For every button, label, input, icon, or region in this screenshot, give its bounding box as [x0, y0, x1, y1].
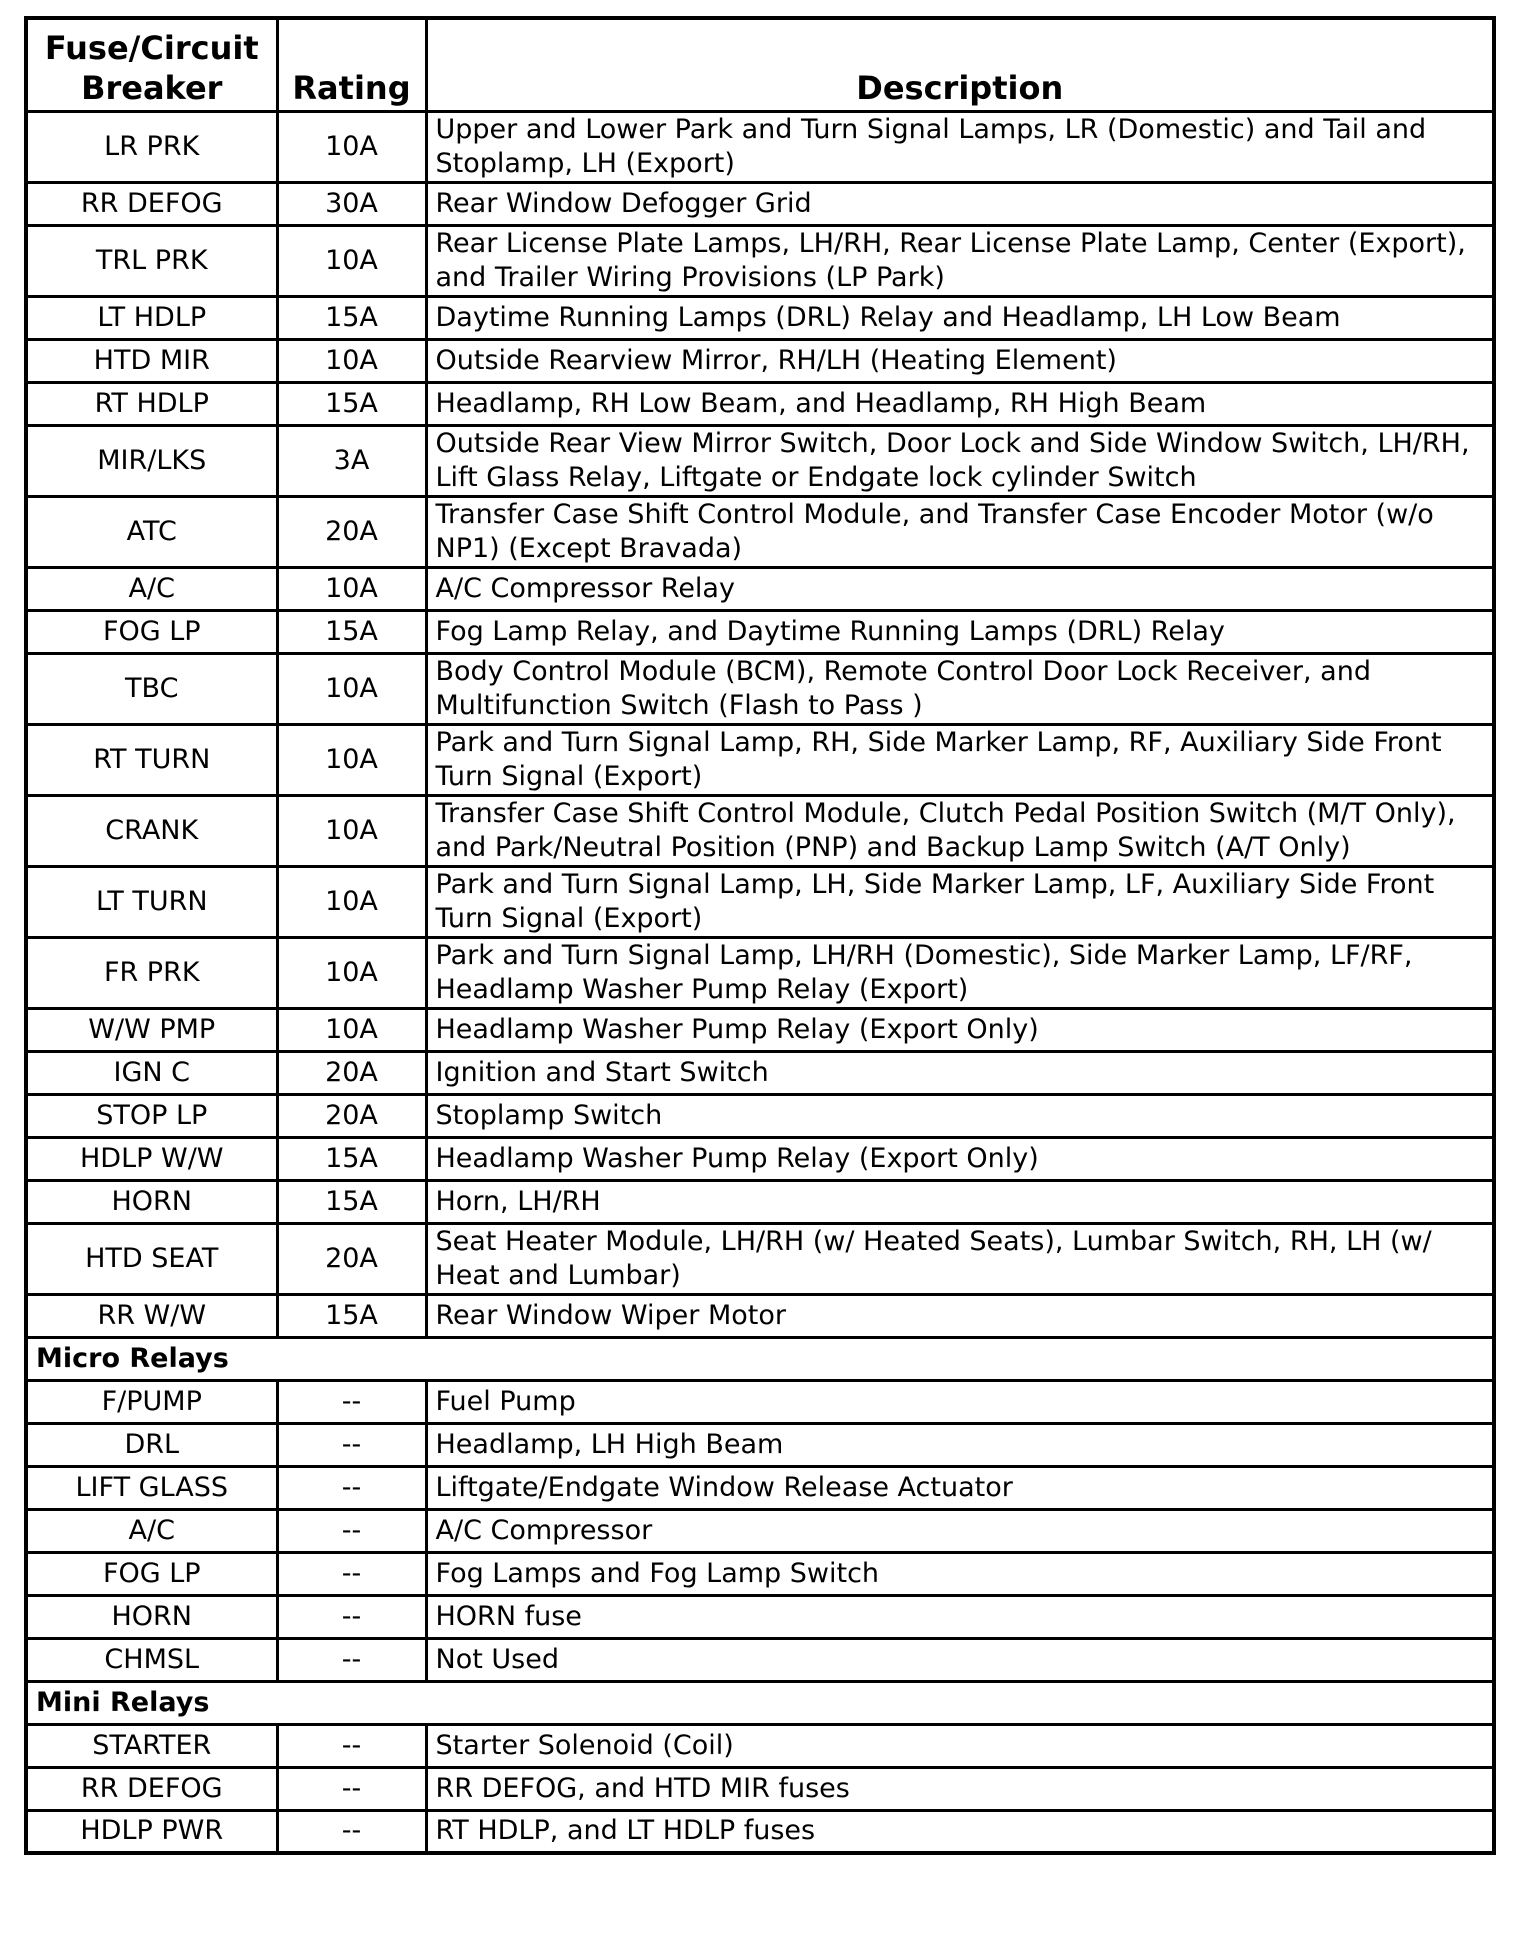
fuse-description-cell: Outside Rear View Mirror Switch, Door Lock and Side Window Switch, LH/RH, Lift Glass Relay, Liftgate or Endgate lock cylinder Switch — [426, 425, 1494, 496]
mini-relays-section-row — [26, 1681, 1494, 1724]
fuse-row — [26, 1294, 1494, 1337]
fuse-rating-cell: 15A — [277, 1137, 426, 1180]
micro-relay-rating-cell: -- — [277, 1638, 426, 1681]
mini-relay-description-cell: Starter Solenoid (Coil) — [426, 1724, 1494, 1767]
micro-relay-rating-cell: -- — [277, 1380, 426, 1423]
micro-relay-name-cell: F/PUMP — [26, 1380, 277, 1423]
mini-relay-name-cell: HDLP PWR — [26, 1810, 277, 1853]
micro-relay-description-cell: Not Used — [426, 1638, 1494, 1681]
mini-relay-name-cell: RR DEFOG — [26, 1767, 277, 1810]
fuse-row — [26, 724, 1494, 795]
fuse-rating-cell: 20A — [277, 496, 426, 567]
fuse-rating-cell: 10A — [277, 111, 426, 182]
micro-relay-name-cell: CHMSL — [26, 1638, 277, 1681]
micro-relay-row — [26, 1423, 1494, 1466]
fuse-description-cell: Seat Heater Module, LH/RH (w/ Heated Seats), Lumbar Switch, RH, LH (w/ Heat and Lumbar) — [426, 1223, 1494, 1294]
fuse-name-cell: FR PRK — [26, 937, 277, 1008]
fuse-name-cell: HDLP W/W — [26, 1137, 277, 1180]
mini-relay-name-cell: STARTER — [26, 1724, 277, 1767]
fuse-rating-cell: 15A — [277, 1294, 426, 1337]
micro-relay-rating-cell: -- — [277, 1552, 426, 1595]
fuse-description-cell: Fog Lamp Relay, and Daytime Running Lamps (DRL) Relay — [426, 610, 1494, 653]
mini-relay-rating-cell: -- — [277, 1724, 426, 1767]
fuse-name-cell: TBC — [26, 653, 277, 724]
fuse-row — [26, 382, 1494, 425]
fuse-description-cell: Daytime Running Lamps (DRL) Relay and Headlamp, LH Low Beam — [426, 296, 1494, 339]
mini-relay-description-cell: RT HDLP, and LT HDLP fuses — [426, 1810, 1494, 1853]
fuse-name-cell: MIR/LKS — [26, 425, 277, 496]
micro-relay-description-cell: A/C Compressor — [426, 1509, 1494, 1552]
micro-relay-name-cell: DRL — [26, 1423, 277, 1466]
fuse-description-cell: Rear Window Wiper Motor — [426, 1294, 1494, 1337]
fuse-rating-cell: 20A — [277, 1051, 426, 1094]
fuse-description-cell: A/C Compressor Relay — [426, 567, 1494, 610]
fuse-row — [26, 866, 1494, 937]
fuse-table — [24, 16, 1496, 1855]
fuse-description-cell: Headlamp Washer Pump Relay (Export Only) — [426, 1008, 1494, 1051]
fuse-description-cell: Park and Turn Signal Lamp, LH/RH (Domestic), Side Marker Lamp, LF/RF, Headlamp Washer Pump Relay (Export) — [426, 937, 1494, 1008]
rating-column-header: Rating — [277, 18, 426, 111]
fuse-name-cell: W/W PMP — [26, 1008, 277, 1051]
fuse-description-cell: Rear Window Defogger Grid — [426, 182, 1494, 225]
fuse-rating-cell: 15A — [277, 610, 426, 653]
micro-relay-rating-cell: -- — [277, 1423, 426, 1466]
fuse-row — [26, 1051, 1494, 1094]
micro-relay-row — [26, 1638, 1494, 1681]
micro-relay-name-cell: FOG LP — [26, 1552, 277, 1595]
fuse-rating-cell: 10A — [277, 724, 426, 795]
mini-relay-row — [26, 1810, 1494, 1853]
micro-relay-description-cell: Fog Lamps and Fog Lamp Switch — [426, 1552, 1494, 1595]
fuse-rating-cell: 15A — [277, 1180, 426, 1223]
fuse-row — [26, 567, 1494, 610]
fuse-description-cell: Outside Rearview Mirror, RH/LH (Heating Element) — [426, 339, 1494, 382]
fuse-description-cell: Park and Turn Signal Lamp, RH, Side Marker Lamp, RF, Auxiliary Side Front Turn Signal (Export) — [426, 724, 1494, 795]
fuse-name-cell: HTD SEAT — [26, 1223, 277, 1294]
micro-relay-description-cell: Fuel Pump — [426, 1380, 1494, 1423]
fuse-description-cell: Stoplamp Switch — [426, 1094, 1494, 1137]
fuse-rating-cell: 10A — [277, 339, 426, 382]
fuse-row — [26, 225, 1494, 296]
fuse-row — [26, 610, 1494, 653]
micro-relay-row — [26, 1466, 1494, 1509]
fuse-name-cell: LT TURN — [26, 866, 277, 937]
micro-relays-section-row — [26, 1337, 1494, 1380]
fuse-row — [26, 1137, 1494, 1180]
fuse-rating-cell: 10A — [277, 795, 426, 866]
mini-relay-row — [26, 1724, 1494, 1767]
fuse-name-cell: FOG LP — [26, 610, 277, 653]
fuse-description-cell: Headlamp Washer Pump Relay (Export Only) — [426, 1137, 1494, 1180]
micro-relay-name-cell: HORN — [26, 1595, 277, 1638]
fuse-name-cell: IGN C — [26, 1051, 277, 1094]
fuse-name-cell: TRL PRK — [26, 225, 277, 296]
fuse-row — [26, 1223, 1494, 1294]
fuse-rating-cell: 20A — [277, 1094, 426, 1137]
fuse-name-cell: ATC — [26, 496, 277, 567]
micro-relay-rating-cell: -- — [277, 1466, 426, 1509]
mini-relay-row — [26, 1767, 1494, 1810]
fuse-description-cell: Ignition and Start Switch — [426, 1051, 1494, 1094]
fuse-description-cell: Rear License Plate Lamps, LH/RH, Rear License Plate Lamp, Center (Export), and Trailer Wiring Provisions (LP Park) — [426, 225, 1494, 296]
fuse-description-cell: Transfer Case Shift Control Module, and Transfer Case Encoder Motor (w/o NP1) (Except Bravada) — [426, 496, 1494, 567]
fuse-rating-cell: 15A — [277, 296, 426, 339]
fuse-rating-cell: 30A — [277, 182, 426, 225]
fuse-row — [26, 296, 1494, 339]
table-body — [26, 111, 1494, 1853]
fuse-name-cell: RT HDLP — [26, 382, 277, 425]
fuse-rating-cell: 10A — [277, 866, 426, 937]
fuse-name-cell: A/C — [26, 567, 277, 610]
fuse-row — [26, 795, 1494, 866]
micro-relay-row — [26, 1552, 1494, 1595]
fuse-name-cell: CRANK — [26, 795, 277, 866]
mini-relays-section-title: Mini Relays — [26, 1681, 1494, 1724]
fuse-rating-cell: 3A — [277, 425, 426, 496]
fuse-row — [26, 937, 1494, 1008]
fuse-rating-cell: 10A — [277, 937, 426, 1008]
fuse-row — [26, 1094, 1494, 1137]
fuse-rating-cell: 10A — [277, 225, 426, 296]
fuse-rating-cell: 20A — [277, 1223, 426, 1294]
micro-relay-row — [26, 1595, 1494, 1638]
micro-relay-rating-cell: -- — [277, 1509, 426, 1552]
fuse-rating-cell: 10A — [277, 567, 426, 610]
mini-relay-description-cell: RR DEFOG, and HTD MIR fuses — [426, 1767, 1494, 1810]
micro-relay-name-cell: LIFT GLASS — [26, 1466, 277, 1509]
fuse-description-cell: Upper and Lower Park and Turn Signal Lamps, LR (Domestic) and Tail and Stoplamp, LH (Export) — [426, 111, 1494, 182]
fuse-row — [26, 339, 1494, 382]
fuse-row — [26, 111, 1494, 182]
micro-relay-name-cell: A/C — [26, 1509, 277, 1552]
fuse-description-cell: Park and Turn Signal Lamp, LH, Side Marker Lamp, LF, Auxiliary Side Front Turn Signal (Export) — [426, 866, 1494, 937]
fuse-row — [26, 496, 1494, 567]
description-column-header: Description — [426, 18, 1494, 111]
micro-relay-description-cell: HORN fuse — [426, 1595, 1494, 1638]
fuse-description-cell: Transfer Case Shift Control Module, Clutch Pedal Position Switch (M/T Only), and Park/Neutral Position (PNP) and Backup Lamp Switch (A/T Only) — [426, 795, 1494, 866]
fuse-name-cell: RT TURN — [26, 724, 277, 795]
fuse-row — [26, 182, 1494, 225]
fuse-row — [26, 653, 1494, 724]
fuse-name-cell: LR PRK — [26, 111, 277, 182]
micro-relay-description-cell: Liftgate/Endgate Window Release Actuator — [426, 1466, 1494, 1509]
fuse-name-cell: HTD MIR — [26, 339, 277, 382]
fuse-rating-cell: 10A — [277, 1008, 426, 1051]
fuse-description-cell: Headlamp, RH Low Beam, and Headlamp, RH High Beam — [426, 382, 1494, 425]
fuse-column-header — [26, 18, 277, 111]
fuse-description-cell: Body Control Module (BCM), Remote Control Door Lock Receiver, and Multifunction Switch (Flash to Pass ) — [426, 653, 1494, 724]
fuse-name-cell: RR W/W — [26, 1294, 277, 1337]
fuse-description-cell: Horn, LH/RH — [426, 1180, 1494, 1223]
micro-relay-description-cell: Headlamp, LH High Beam — [426, 1423, 1494, 1466]
fuse-rating-cell: 15A — [277, 382, 426, 425]
micro-relays-section-title: Micro Relays — [26, 1337, 1494, 1380]
fuse-name-cell: HORN — [26, 1180, 277, 1223]
fuse-name-cell: LT HDLP — [26, 296, 277, 339]
micro-relay-row — [26, 1380, 1494, 1423]
fuse-row — [26, 1008, 1494, 1051]
fuse-header-line2: Breaker — [81, 68, 223, 107]
fuse-name-cell: RR DEFOG — [26, 182, 277, 225]
fuse-rating-cell: 10A — [277, 653, 426, 724]
fuse-name-cell: STOP LP — [26, 1094, 277, 1137]
mini-relay-rating-cell: -- — [277, 1810, 426, 1853]
fuse-header-line1: Fuse/Circuit — [44, 28, 259, 67]
micro-relay-row — [26, 1509, 1494, 1552]
micro-relay-rating-cell: -- — [277, 1595, 426, 1638]
mini-relay-rating-cell: -- — [277, 1767, 426, 1810]
fuse-row — [26, 425, 1494, 496]
header-row — [26, 18, 1494, 111]
fuse-row — [26, 1180, 1494, 1223]
